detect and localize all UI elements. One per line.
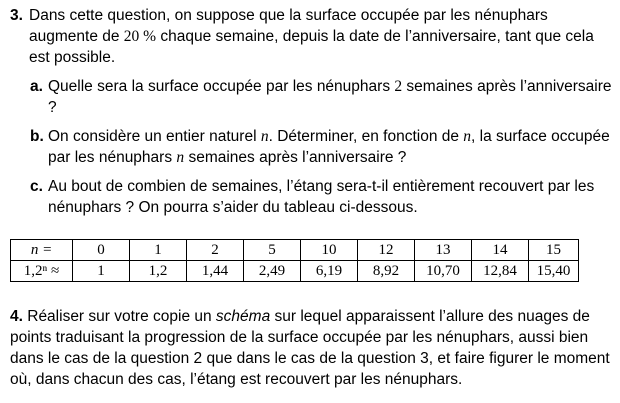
powers-table [10,239,579,282]
table-row-n [11,240,579,261]
row-header-power: 1,2ⁿ ≈ [11,261,73,282]
question-3a [10,76,615,118]
table-cell: 1,2 [130,261,187,282]
table-cell: 10 [301,240,358,261]
growth-percentage: 20 % [123,28,157,45]
question-3a-text-a: Quelle sera la surface occupée par les nénuphars [48,78,395,95]
variable-n: n [463,128,472,145]
question-3-text-a: Dans cette question, on suppose que la surface occupée par les nénuphars augmente de [29,7,548,45]
table-cell: 12 [358,240,415,261]
table-cell: 2,49 [244,261,301,282]
question-3-intro [10,5,615,68]
question-3-text-b: chaque semaine, depuis la date de l’anniversaire, tant que cela est possible. [29,28,594,66]
question-3b-text-a: On considère un entier naturel [48,128,261,145]
row-header-n: n = [11,240,73,261]
table-cell: 8,92 [358,261,415,282]
table-cell: 5 [244,240,301,261]
table-cell: 15,40 [529,261,579,282]
table-cell: 1,44 [187,261,244,282]
table-cell: 1 [130,240,187,261]
question-3b-text-b: . Déterminer, en fonction de [268,128,464,145]
question-3b-text-c: , la surface occupée par les nénuphars [48,128,610,166]
table-cell: 10,70 [415,261,472,282]
question-3c-label: c. [30,178,43,195]
table-cell: 12,84 [472,261,529,282]
table-cell: 0 [73,240,130,261]
question-3b-label: b. [30,128,44,145]
variable-n: n [176,149,185,166]
table-cell: 2 [187,240,244,261]
question-3b [10,126,615,168]
table-cell: 6,19 [301,261,358,282]
question-4-number: 4. [10,308,23,325]
question-3a-text-b: semaines après l’anniversaire ? [48,78,612,116]
table-cell: 14 [472,240,529,261]
question-3c [10,176,615,218]
question-4 [10,306,615,390]
question-4-text-a: Réaliser sur votre copie un [22,308,216,325]
variable-n: n [260,128,269,145]
question-3b-text-d: semaines après l’anniversaire ? [184,149,407,166]
table-cell: 13 [415,240,472,261]
table-row-values [11,261,579,282]
question-3a-number: 2 [394,78,403,95]
table-cell: 15 [529,240,579,261]
question-3c-text: Au bout de combien de semaines, l’étang sera-t-il entièrement recouvert par les nénuphars ? On pourra s’aider du tableau ci-dessous. [48,178,595,216]
question-4-emphasis: schéma [215,308,271,325]
question-3-number: 3. [10,7,23,24]
question-3 [10,5,615,218]
question-3a-label: a. [30,78,43,95]
table-cell: 1 [73,261,130,282]
question-4-text-b: sur lequel apparaissent l’allure des nuages de points traduisant la progression de la surface occupée par les nénuphars, aussi bien dans le cas de la question 2 que dans le cas de la question 3, et faire figurer le moment où, dans chacun des cas, l’étang est recouvert par les nénuphars. [10,308,610,388]
